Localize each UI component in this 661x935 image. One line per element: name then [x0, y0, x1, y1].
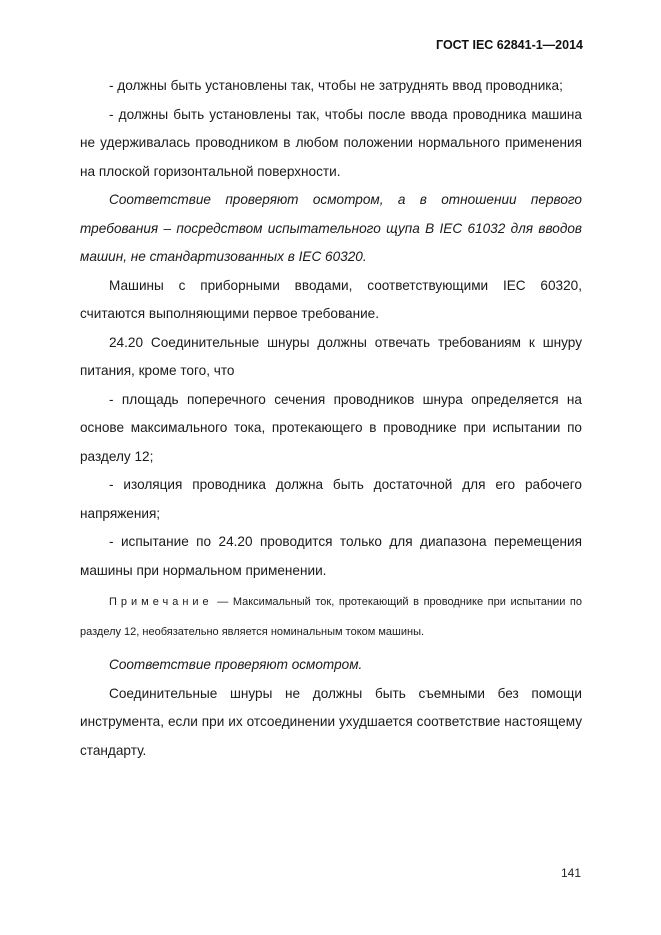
document-body	[80, 72, 582, 765]
paragraph-item-1: - должны быть установлены так, чтобы не затруднять ввод проводника;	[109, 78, 563, 93]
paragraph-item-cross-section: - площадь поперечного сечения проводников шнура определяется на основе максимального тока, протекающего в проводнике при испытании по разделу 12;	[80, 391, 582, 464]
note	[80, 587, 582, 647]
compliance-inspection: Соответствие проверяют осмотром.	[109, 657, 363, 672]
note-label: Примечание	[109, 596, 213, 608]
clause-24-20: 24.20 Соединительные шнуры должны отвечать требованиям к шнуру питания, кроме того, что	[80, 334, 582, 378]
paragraph-appliance-inlets: Машины с приборными вводами, соответствующими IEC 60320, считаются выполняющими первое требование.	[80, 277, 582, 321]
page-number: 141	[560, 866, 581, 880]
compliance-paragraph: Соответствие проверяют осмотром, а в отношении первого требования – посредством испытательного щупа B IEC 61032 для вводов машин, не стандартизованных в IEC 60320.	[80, 192, 582, 264]
paragraph-item-test: - испытание по 24.20 проводится только для диапазона перемещения машины при нормальном применении.	[80, 534, 582, 578]
document-header: ГОСТ IEC 62841-1—2014	[436, 38, 583, 52]
paragraph-item-2: - должны быть установлены так, чтобы после ввода проводника машина не удерживалась проводником в любом положении нормального применения на плоской горизонтальной поверхности.	[80, 106, 582, 179]
paragraph-item-insulation: - изоляция проводника должна быть достаточной для его рабочего напряжения;	[80, 477, 582, 521]
note-text: — Максимальный ток, протекающий в проводнике при испытании по разделу 12, необязательно является номинальным током машины.	[80, 596, 582, 638]
paragraph-detachable-cords: Соединительные шнуры не должны быть съемными без помощи инструмента, если при их отсоединении ухудшается соответствие настоящему стандарту.	[80, 685, 582, 758]
